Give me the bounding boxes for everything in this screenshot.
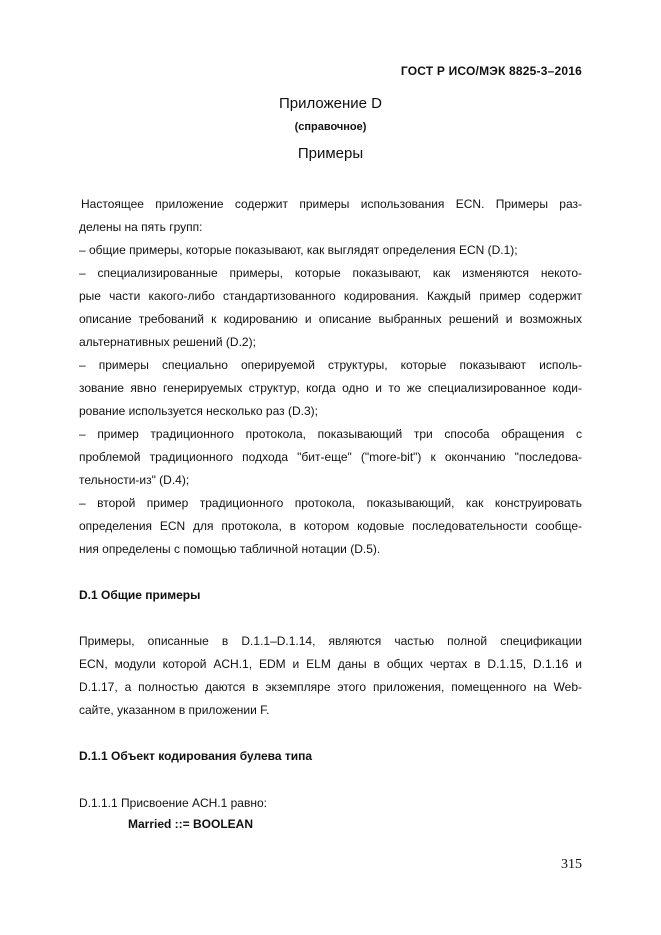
- appendix-subtitle: (справочное): [294, 121, 367, 133]
- intro-line: рование используется несколько раз (D.3);: [79, 404, 318, 418]
- intro-line: тельности-из" (D.4);: [79, 473, 190, 487]
- intro-line: – общие примеры, которые показывают, как выглядят определения ECN (D.1);: [79, 243, 518, 257]
- intro-line: – примеры специально оперируемой структуры, которые показывают исполь-: [79, 358, 582, 372]
- section-heading-d11: D.1.1 Объект кодирования булева типа: [79, 749, 313, 763]
- intro-line: определения ECN для протокола, в котором кодовые последовательности сообще-: [79, 519, 582, 533]
- page-number: 315: [561, 857, 582, 872]
- intro-line: – пример традиционного протокола, показывающий три способа обращения с: [79, 427, 582, 441]
- d1-paragraph-line: D.1.17, а полностью даются в экземпляре этого приложения, помещенного на Web-: [79, 680, 582, 694]
- intro-line: описание требований к кодированию и описание выбранных решений и возможных: [79, 312, 582, 326]
- appendix-title: Приложение D: [279, 95, 382, 112]
- intro-line: альтернативных решений (D.2);: [79, 335, 256, 349]
- section-heading-d1: D.1 Общие примеры: [79, 588, 201, 602]
- intro-line: Настоящее приложение содержит примеры использования ECN. Примеры раз-: [81, 197, 582, 211]
- intro-line: ния определены с помощью табличной нотации (D.5).: [79, 542, 381, 556]
- document-code-header: ГОСТ Р ИСО/МЭК 8825-3–2016: [400, 64, 582, 78]
- d111-item: D.1.1.1 Присвоение ACH.1 равно:: [79, 796, 267, 810]
- intro-line: – второй пример традиционного протокола, показывающий, как конструировать: [79, 496, 582, 510]
- appendix-heading: Примеры: [297, 145, 364, 162]
- intro-line: делены на пять групп:: [79, 220, 203, 234]
- d1-paragraph-line: сайте, указанном в приложении F.: [79, 703, 270, 717]
- intro-line: рые части какого-либо стандартизованного кодирования. Каждый пример содержит: [79, 289, 582, 303]
- code-line: Married ::= BOOLEAN: [128, 817, 254, 831]
- intro-line: – специализированные примеры, которые показывают, как изменяются некото-: [79, 266, 582, 280]
- intro-line: проблемой традиционного подхода "бит-еще" ("more-bit") к окончанию "последова-: [79, 450, 582, 464]
- d1-paragraph-line: Примеры, описанные в D.1.1–D.1.14, являются частью полной спецификации: [79, 634, 582, 648]
- intro-line: зование явно генерируемых структур, когда одно и то же специализированное коди-: [79, 381, 582, 395]
- d1-paragraph-line: ECN, модули которой ACH.1, EDM и ELM даны в общих чертах в D.1.15, D.1.16 и: [79, 657, 582, 671]
